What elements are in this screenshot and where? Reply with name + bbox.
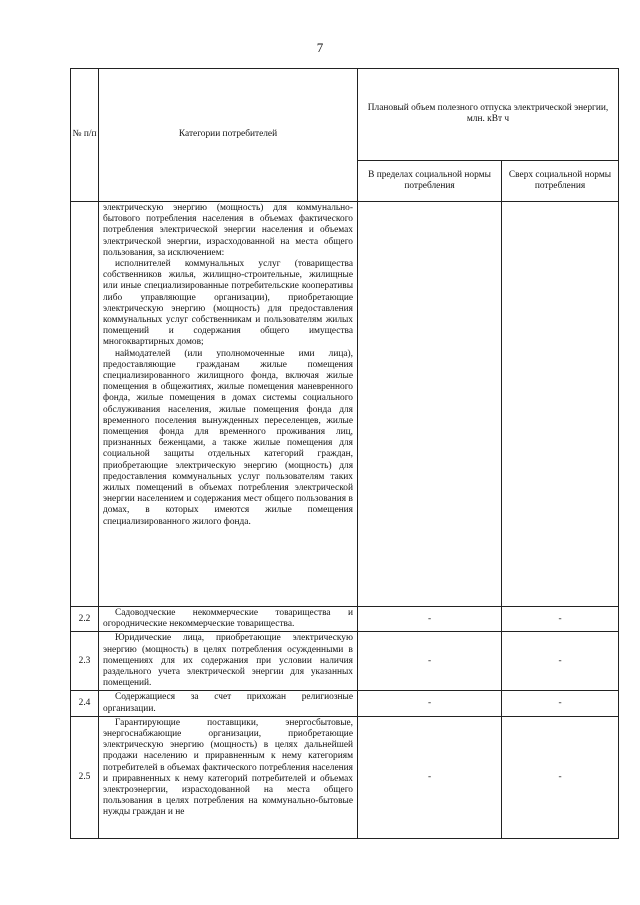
row-num: 2.2: [71, 607, 99, 632]
header-num: № п/п: [71, 69, 99, 202]
row-paragraph: Юридические лица, приобретающие электрическую энергию (мощность) в целях потребления осужденными в помещениях для их содержания при условии наличия раздельного учета электрической энергии для указанных помещений.: [103, 633, 353, 689]
table-row: [71, 716, 619, 838]
table-row: [71, 691, 619, 716]
row-within-value: -: [358, 632, 502, 691]
row-num: 2.5: [71, 716, 99, 838]
row-paragraph: Гарантирующие поставщики, энергосбытовые, энергоснабжающие организации, приобретающие электрическую энергию (мощность) в целях дальнейшей продажи населению и приравненным к нему категориям потребителей в объемах фактического потребления населения и приравненных к нему категорий потребителей и объемах электроэнергии, израсходованной на места общего пользования в целях потребления на коммунально-бытовые нужды граждан и не: [103, 717, 353, 818]
row-within-value: -: [358, 716, 502, 838]
header-plan-volume: Плановый объем полезного отпуска электрической энергии, млн. кВт ч: [358, 69, 619, 161]
row-num: 2.3: [71, 632, 99, 691]
row-paragraph: исполнителей коммунальных услуг (товарищества собственников жилья, жилищно-строительные, жилищные или иные специализированные потребительские кооперативы либо управляющие организации), приобретающие электрическую энергию (мощность) для предоставления коммунальных услуг собственникам и пользователям жилых помещений и содержания общего имущества многоквартирных домов;: [103, 259, 353, 348]
row-paragraph: Садоводческие некоммерческие товарищества и огороднические некоммерческие товарищества.: [103, 608, 353, 630]
row-over-value: -: [502, 607, 619, 632]
row-over-value: -: [502, 691, 619, 716]
row-category: [99, 607, 358, 632]
row-category: [99, 691, 358, 716]
table-row: [71, 632, 619, 691]
row-num: 2.4: [71, 691, 99, 716]
table-row: [71, 607, 619, 632]
row-over-value: [502, 202, 619, 607]
row-within-value: -: [358, 691, 502, 716]
row-over-value: -: [502, 716, 619, 838]
row-within-value: [358, 202, 502, 607]
header-category: Категории потребителей: [99, 69, 358, 202]
row-over-value: -: [502, 632, 619, 691]
row-category: [99, 632, 358, 691]
header-over-norm: Сверх социальной нормы потребления: [502, 160, 619, 201]
header-within-norm: В пределах социальной нормы потребления: [358, 160, 502, 201]
row-paragraph: Содержащиеся за счет прихожан религиозные организации.: [103, 692, 353, 714]
row-paragraph: наймодателей (или уполномоченные ими лица), предоставляющие гражданам жилые помещения специализированного жилищного фонда, включая жилые помещения в общежитиях, жилые помещения маневренного фонда, жилые помещения в домах системы социального обслуживания населения, жилые помещения фонда для временного поселения вынужденных переселенцев, жилые помещения фонда для временного проживания лиц, признанных беженцами, а также жилые помещения для социальной защиты отдельных категорий граждан, приобретающие электрическую энергию (мощность) для предоставления коммунальных услуг пользователям таких жилых помещений в объемах потребления электрической энергии населением и содержания мест общего пользования в домах, в которых имеются жилые помещения специализированного жилого фонда.: [103, 348, 353, 527]
row-within-value: -: [358, 607, 502, 632]
page-number: 7: [316, 40, 324, 55]
row-category: [99, 716, 358, 838]
row-num: [71, 202, 99, 607]
row-category: [99, 202, 358, 607]
table-row: [71, 202, 619, 607]
row-paragraph: электрическую энергию (мощность) для коммунально-бытового потребления населения в объемах фактического потребления электрической энергии населения и объемах электрической энергии, израсходованной на места общего пользования, за исключением:: [103, 203, 353, 258]
consumption-table: [70, 68, 619, 839]
